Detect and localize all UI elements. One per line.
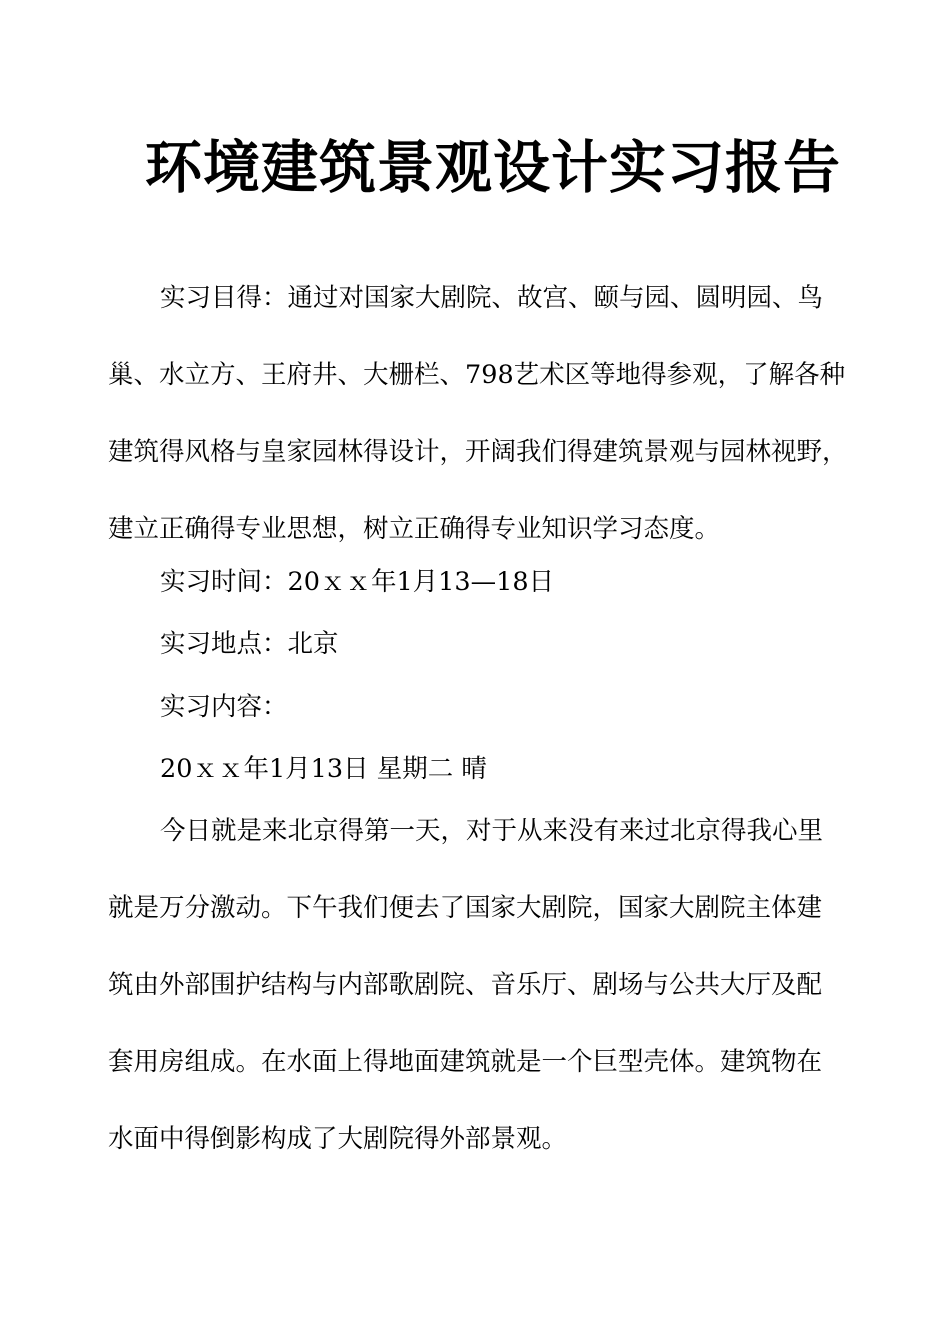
content-heading-text: 实习内容： (160, 692, 288, 722)
internship-time-text: 实习时间：20ｘｘ年1月13—18日 (160, 567, 555, 597)
purpose-line: 巢、水立方、王府井、大栅栏、798艺术区等地得参观，了解各种 (108, 360, 846, 390)
diary-date (108, 751, 848, 787)
purpose-paragraph (108, 280, 848, 547)
diary-line: 今日就是来北京得第一天，对于从来没有来过北京得我心里 (160, 816, 824, 846)
internship-time (108, 564, 848, 600)
diary-paragraph (108, 813, 848, 1157)
diary-line: 筑由外部围护结构与内部歌剧院、音乐厅、剧场与公共大厅及配 (108, 970, 823, 1000)
content-heading (108, 689, 848, 725)
diary-date-text: 20ｘｘ年1月13日 星期二 晴 (160, 754, 487, 784)
purpose-line: 建筑得风格与皇家园林得设计，开阔我们得建筑景观与园林视野， (108, 437, 848, 467)
diary-line: 水面中得倒影构成了大剧院得外部景观。 (108, 1124, 568, 1154)
diary-line: 套用房组成。在水面上得地面建筑就是一个巨型壳体。建筑物在 (108, 1047, 823, 1077)
internship-place (108, 626, 848, 662)
purpose-line: 建立正确得专业思想，树立正确得专业知识学习态度。 (108, 514, 721, 544)
internship-place-text: 实习地点：北京 (160, 629, 339, 659)
purpose-line: 实习目得：通过对国家大剧院、故宫、颐与园、圆明园、鸟 (160, 283, 824, 313)
diary-line: 就是万分激动。下午我们便去了国家大剧院，国家大剧院主体建 (108, 893, 823, 923)
document-title: 环境建筑景观设计实习报告 (145, 135, 841, 201)
